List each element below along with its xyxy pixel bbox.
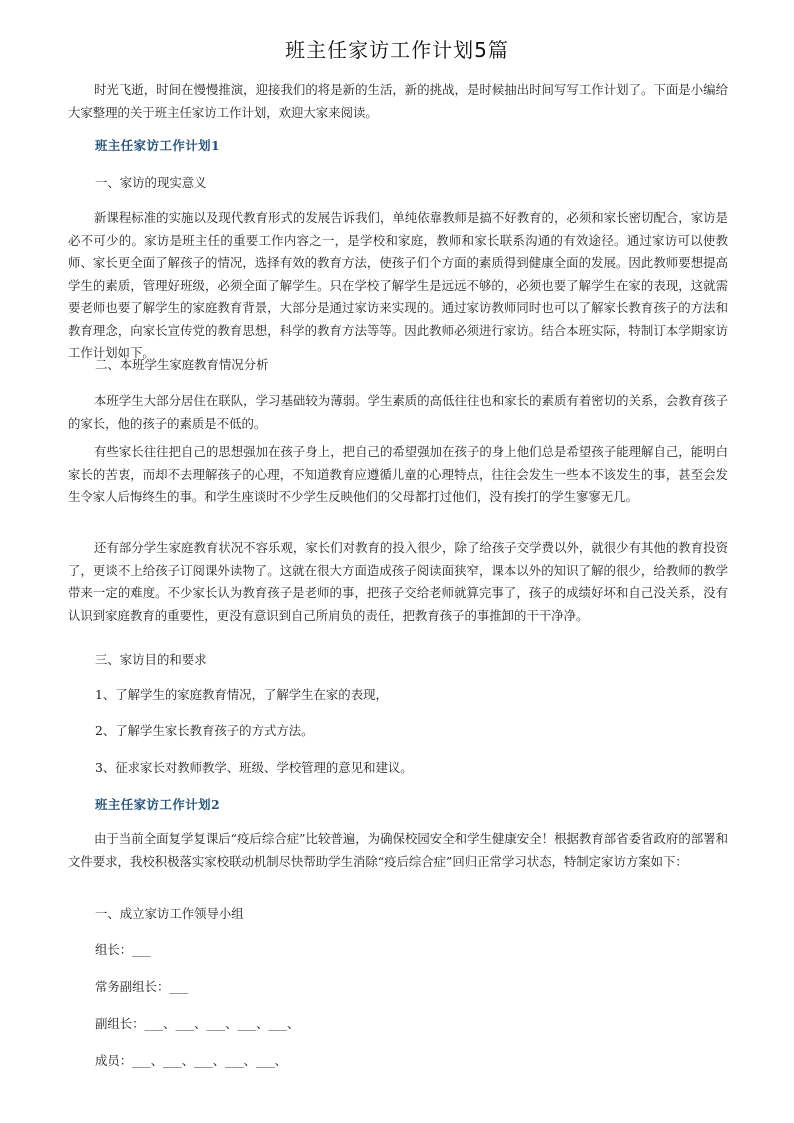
plan1-list-item-3: 3、征求家长对教师教学、班级、学校管理的意见和建议。	[95, 760, 413, 775]
plan1-list-item-2: 2、了解学生家长教育孩子的方式方法。	[95, 723, 314, 738]
plan2-members-line: 成员：___、___、___、___、___、	[95, 1053, 288, 1068]
document-title: 班主任家访工作计划5篇	[285, 38, 509, 62]
plan1-section2-paragraph-3: 还有部分学生家庭教育状况不容乐观，家长们对教育的投入很少，除了给孩子交学费以外，就很少有其他的教育投资了，更谈不上给孩子订阅课外读物了。这就在很大方面造成孩子阅读面狭窄，课本以外的知识了解的很少，给教师的教学带来一定的难度。不少家长认为教育孩子是老师的事，把孩子交给老师就算完事了，孩子的成绩好坏和自己没关系，没有认识到家庭教育的重要性，更没有意识到自己所肩负的责任，把教育孩子的事推卸的干干净净。	[68, 540, 728, 623]
plan2-intro-paragraph: 由于当前全面复学复课后“疫后综合症”比较普遍，为确保校园安全和学生健康安全！根据教育部省委省政府的部署和文件要求，我校积极落实家校联动机制尽快帮助学生消除“疫后综合症”回归正常学习状态，特制定家访方案如下：	[68, 831, 728, 869]
plan1-section3-title: 三、家访目的和要求	[95, 652, 207, 667]
plan1-section1-paragraph: 新课程标准的实施以及现代教育形式的发展告诉我们，单纯依靠教师是搞不好教育的，必须和家长密切配合，家访是必不可少的。家访是班主任的重要工作内容之一，是学校和家庭，教师和家长联系沟通的有效途径。通过家访可以使教师、家长更全面了解孩子的情况，选择有效的教育方法，使孩子们个方面的素质得到健康全面的发展。因此教师要想提高学生的素质，管理好班级，必须全面了解学生。只在学校了解学生是远远不够的，必须也要了解学生在家的表现，这就需要老师也要了解学生的家庭教育背景，大部分是通过家访来实现的。通过家访教师同时也可以了解家长教育孩子的方法和教育理念，向家长宣传党的教育思想，科学的教育方法等等。因此教师必须进行家访。结合本班实际，特制订本学期家访工作计划如下。	[68, 210, 728, 360]
plan1-list-item-1: 1、了解学生的家庭教育情况，了解学生在家的表现，	[95, 687, 388, 702]
plan1-section2-paragraph-2: 有些家长往往把自己的思想强加在孩子身上，把自己的希望强加在孩子的身上他们总是希望孩子能理解自己，能明白家长的苦衷，而却不去理解孩子的心理，不知道教育应遵循儿童的心理特点，往往会发生一些本不该发生的事，甚至会发生令家人后悔终生的事。和学生座谈时不少学生反映他们的父母都打过他们，没有挨打的学生寥寥无几。	[68, 444, 728, 504]
plan1-section2-title: 二、本班学生家庭教育情况分析	[95, 357, 269, 372]
plan1-section2-paragraph-1: 本班学生大部分居住在联队，学习基础较为薄弱。学生素质的高低往往也和家长的素质有着密切的关系，会教育孩子的家长，他的孩子的素质是不低的。	[68, 393, 728, 431]
intro-paragraph: 时光飞逝，时间在慢慢推演，迎接我们的将是新的生活，新的挑战，是时候抽出时间写写工作计划了。下面是小编给大家整理的关于班主任家访工作计划，欢迎大家来阅读。	[68, 82, 728, 120]
plan1-section1-title: 一、家访的现实意义	[95, 175, 207, 190]
plan2-deputies-line: 副组长：___、___、___、___、___、	[95, 1016, 300, 1031]
plan1-heading: 班主任家访工作计划1	[95, 138, 221, 153]
plan2-leader-line: 组长：___	[95, 942, 151, 957]
plan2-exec-deputy-line: 常务副组长：___	[95, 979, 188, 994]
plan2-heading: 班主任家访工作计划2	[95, 797, 221, 812]
plan2-section1-title: 一、成立家访工作领导小组	[95, 906, 244, 921]
